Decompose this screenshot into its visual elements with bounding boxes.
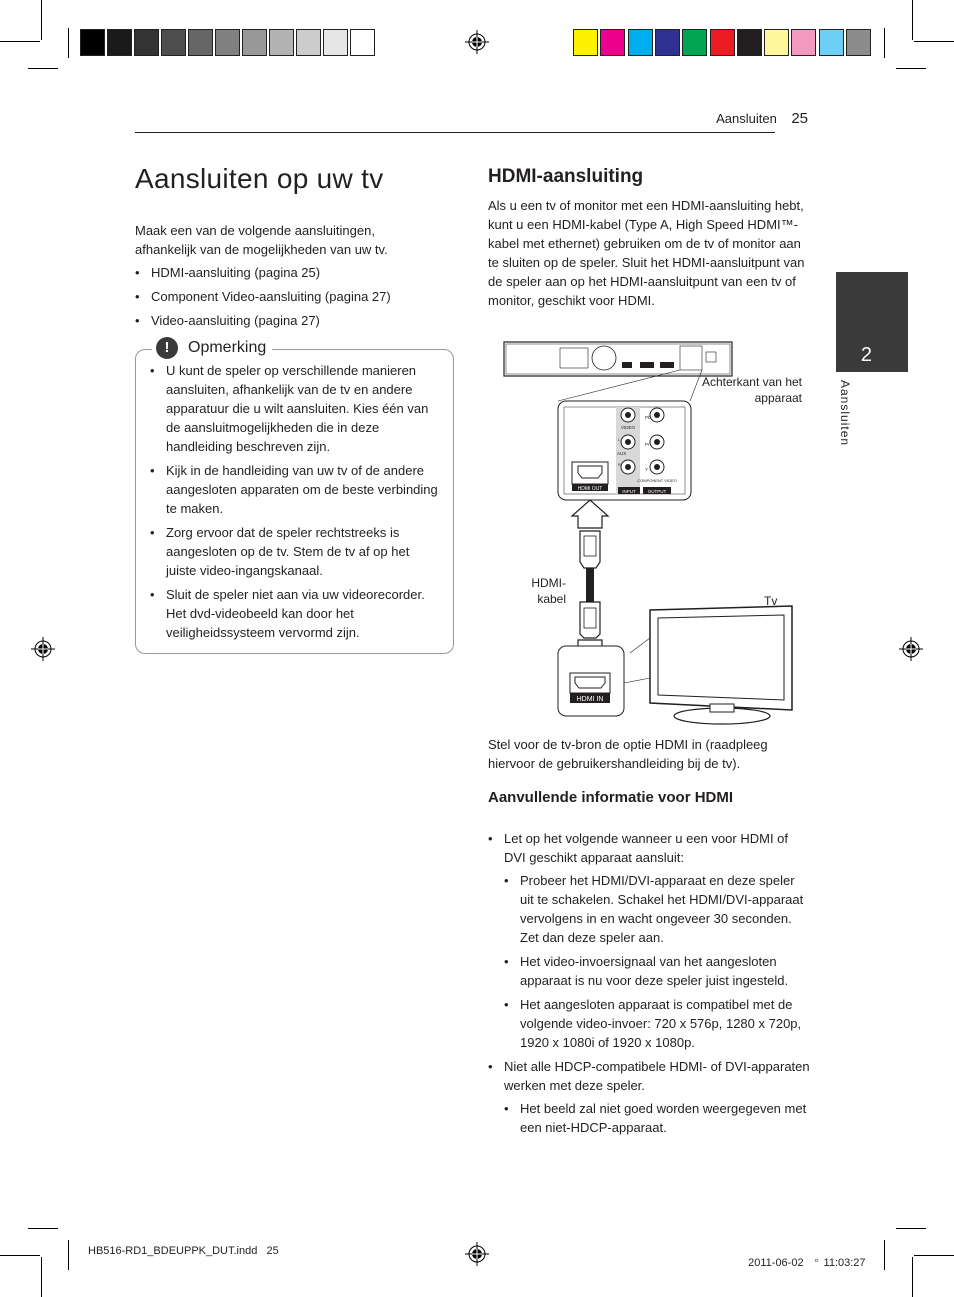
registration-mark-left-icon <box>31 637 55 661</box>
color-swatch <box>682 29 707 56</box>
hdmi-in-label: HDMI IN <box>576 696 604 703</box>
gray-swatch <box>215 29 240 56</box>
color-swatch <box>628 29 653 56</box>
aux-label: AUX <box>617 451 627 456</box>
list-item-text: Let op het volgende wanneer u een voor HDMI of DVI geschikt apparaat aansluit: <box>504 831 789 865</box>
chapter-tab <box>836 272 908 372</box>
aux-r-label: R <box>618 462 621 467</box>
color-swatch <box>573 29 598 56</box>
tv-label: Tv <box>764 594 778 608</box>
sub-list-item: • Probeer het HDMI/DVI-apparaat en deze speler uit te schakelen. Schakel het HDMI/DVI-apparaat vervolgens in en wacht ongeveer 30 seconden. Zet dan deze speler aan. <box>504 871 810 947</box>
registration-mark-bottom-icon <box>465 1242 489 1266</box>
footer-date: 2011-06-02 <box>748 1257 813 1269</box>
footer-time: 11:03:27 <box>820 1257 866 1269</box>
video-jack-label: VIDEO <box>620 425 636 430</box>
y-jack-label: Y <box>645 467 649 472</box>
color-swatch <box>819 29 844 56</box>
gray-swatch <box>188 29 213 56</box>
note-list <box>150 361 442 647</box>
output-label: OUTPUT <box>647 489 667 494</box>
rear-panel-label: Achterkant van het apparaat <box>701 375 802 405</box>
gray-swatch <box>134 29 159 56</box>
input-label: INPUT <box>622 489 636 494</box>
list-item: • Kijk in de handleiding van uw tv of de andere aangesloten apparaten om de beste verbinding te maken. <box>150 461 442 518</box>
color-swatch <box>764 29 789 56</box>
tv-icon <box>624 606 792 724</box>
player-rear-panel <box>504 342 732 376</box>
list-item: • HDMI-aansluiting (pagina 25) <box>135 263 445 282</box>
hdmi-info-list <box>488 829 810 1142</box>
footer-file-slug: HB516-RD1_BDEUPPK_DUT.indd 25 <box>88 1245 279 1257</box>
list-item <box>488 1057 810 1137</box>
gray-swatch <box>107 29 132 56</box>
color-swatch <box>791 29 816 56</box>
gray-swatch <box>161 29 186 56</box>
footer-timestamp <box>742 1245 866 1269</box>
sub-heading: Aanvullende informatie voor HDMI <box>488 789 734 806</box>
color-swatch <box>846 29 871 56</box>
color-swatch <box>600 29 625 56</box>
list-item: • U kunt de speler op verschillende manieren aansluiten, afhankelijk van de tv en andere apparatuur die u wilt aansluiten. Kies één van de aansluitmogelijkheden die in deze handleiding beschreven zijn. <box>150 361 442 456</box>
color-swatch <box>655 29 680 56</box>
hdmi-cable-label: HDMI-kabel <box>531 576 566 606</box>
note-title: Opmerking <box>188 339 267 356</box>
sub-list-item: • Het video-invoersignaal van het aangesloten apparaat is nu voor deze speler juist ingesteld. <box>504 952 810 990</box>
after-diagram-paragraph: Stel voor de tv-bron de optie HDMI in (raadpleeg hiervoor de gebruikershandleiding bij de tv). <box>488 737 768 771</box>
aux-l-label: L <box>618 437 621 442</box>
chapter-tab-label: Aansluiten <box>838 380 852 447</box>
gray-swatch <box>296 29 321 56</box>
note-heading <box>152 336 272 360</box>
gray-swatch <box>323 29 348 56</box>
header-page-number: 25 <box>791 110 808 127</box>
header-rule <box>135 132 775 133</box>
sub-list-item: • Het aangesloten apparaat is compatibel met de volgende video-invoer: 720 x 576p, 1280 x 720p, 1920 x 1080i of 1920 x 1080p. <box>504 995 810 1052</box>
running-header <box>640 110 808 130</box>
list-item-text: Niet alle HDCP-compatibele HDMI- of DVI-apparaten werken met deze speler. <box>504 1059 810 1093</box>
gray-swatch <box>350 29 375 56</box>
list-item: • Video-aansluiting (pagina 27) <box>135 311 445 330</box>
page-title: Aansluiten op uw tv <box>135 163 384 194</box>
footer-time-glyph: ᄋ <box>812 1259 821 1268</box>
gray-swatch <box>80 29 105 56</box>
hdmi-paragraph: Als u een tv of monitor met een HDMI-aansluiting hebt, kunt u een HDMI-kabel (Type A, High Speed HDMI™-kabel met ethernet) gebruiken om de tv of monitor aan te sluiten op de speler. Sluit het HDMI-aansluitpunt van de speler aan op het HDMI-aansluitpunt van een tv of monitor, geschikt voor HDMI. <box>488 198 805 308</box>
list-item: • Zorg ervoor dat de speler rechtstreeks is aangesloten op de tv. Stem de tv af op het juiste video-ingangskanaal. <box>150 523 442 580</box>
color-swatch <box>710 29 735 56</box>
section-heading: HDMI-aansluiting <box>488 166 644 187</box>
gray-swatch <box>269 29 294 56</box>
list-item: • Component Video-aansluiting (pagina 27) <box>135 287 445 306</box>
list-item <box>488 829 810 1052</box>
pr-jack-label: Pr <box>645 442 650 447</box>
header-section: Aansluiten <box>716 111 777 126</box>
chapter-tab-number: 2 <box>860 344 872 366</box>
connection-options-list <box>135 263 445 330</box>
list-item: • Sluit de speler niet aan via uw videorecorder. Het dvd-videobeeld kan door het veiligheidssysteem vervormd zijn. <box>150 585 442 642</box>
hdmi-out-label: HDMI OUT <box>577 486 603 492</box>
pb-jack-label: Pb <box>645 415 651 420</box>
intro-paragraph: Maak een van de volgende aansluitingen, afhankelijk van de mogelijkheden van uw tv. <box>135 223 388 257</box>
registration-mark-top-icon <box>465 30 489 54</box>
registration-mark-right-icon <box>899 637 923 661</box>
component-video-label: COMPONENT VIDEO <box>637 478 677 483</box>
gray-swatch <box>242 29 267 56</box>
color-swatch <box>737 29 762 56</box>
exclamation-icon: ! <box>156 337 178 359</box>
sub-list-item: • Het beeld zal niet goed worden weergegeven met een niet-HDCP-apparaat. <box>504 1099 810 1137</box>
